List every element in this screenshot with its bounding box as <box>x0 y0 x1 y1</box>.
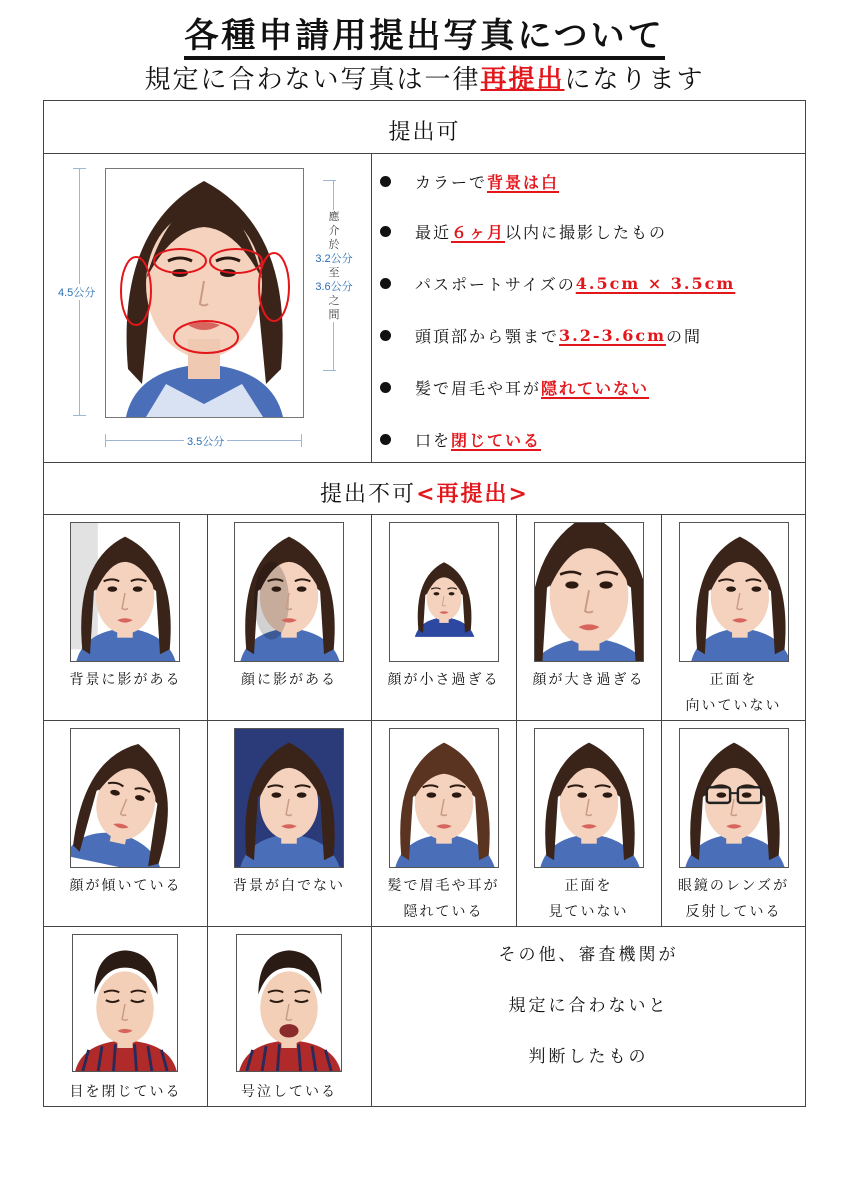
bullet-icon <box>380 434 391 445</box>
caption-not-looking-front: 正面を 見ていない <box>548 878 629 920</box>
caption-hair-covering: 髪で眉毛や耳が 隠れている <box>387 878 500 920</box>
head-dimension-labels: 應 介 於 3.2公分 至 3.6公分 之 間 <box>308 210 360 322</box>
accepted-heading: 提出可 <box>388 120 461 145</box>
other-note: その他、審査機関が 規定に合わないと 判断したもの <box>498 945 679 1067</box>
bullet-icon <box>380 278 391 289</box>
caption-head-tilted: 顔が傾いている <box>69 878 182 894</box>
rejected-photo-face-too-large <box>534 522 644 662</box>
rejected-photo-head-tilted <box>70 728 180 868</box>
bullet-icon <box>380 382 391 393</box>
rejected-heading: 提出不可<再提出> <box>320 481 529 507</box>
sample-photo <box>105 168 304 418</box>
rejected-photo-glasses-reflection <box>679 728 789 868</box>
rejected-photo-hair-covering <box>389 728 499 868</box>
caption-background-shadow: 背景に影がある <box>69 672 182 688</box>
height-label: 4.5公分 <box>58 284 95 300</box>
rejected-photo-face-too-small <box>389 522 499 662</box>
rejected-photo-not-facing-front <box>679 522 789 662</box>
rejected-photo-not-looking-front <box>534 728 644 868</box>
rule-head-size: 頭頂部から顎まで 3.2-3.6cm の間 <box>380 324 702 347</box>
page-subtitle: 規定に合わない写真は一律再提出になります <box>144 65 705 95</box>
caption-face-shadow: 顔に影がある <box>241 672 337 688</box>
caption-not-facing-front: 正面を 向いていない <box>685 672 782 714</box>
rejected-photo-crying <box>236 934 342 1072</box>
caption-background-not-white: 背景が白でない <box>233 878 345 894</box>
rule-recent: 最近 ６ヶ月 以内に撮影したもの <box>380 220 667 243</box>
rejected-photo-eyes-closed <box>72 934 178 1072</box>
caption-crying: 号泣している <box>241 1084 337 1100</box>
bullet-icon <box>380 330 391 341</box>
rejected-photo-background-shadow <box>70 522 180 662</box>
caption-face-too-large: 顔が大き過ぎる <box>532 672 645 688</box>
width-label: 3.5公分 <box>184 433 227 449</box>
bullet-icon <box>380 176 391 187</box>
rejected-photo-background-not-white <box>234 728 344 868</box>
rule-hair: 髪で眉毛や耳が 隠れていない <box>380 376 649 399</box>
caption-eyes-closed: 目を閉じている <box>69 1084 182 1100</box>
rejected-photo-face-shadow <box>234 522 344 662</box>
resubmit-highlight: 再提出 <box>480 65 565 95</box>
rule-size: パスポートサイズの 4.5cm × 3.5cm <box>380 272 735 295</box>
rule-background: カラーで 背景は白 <box>380 170 559 193</box>
caption-glasses-reflection: 眼鏡のレンズが 反射している <box>677 878 790 920</box>
rule-mouth: 口を 閉じている <box>380 428 541 451</box>
page-title: 各種申請用提出写真について <box>0 14 849 58</box>
bullet-icon <box>380 226 391 237</box>
caption-face-too-small: 顔が小さ過ぎる <box>387 672 500 688</box>
